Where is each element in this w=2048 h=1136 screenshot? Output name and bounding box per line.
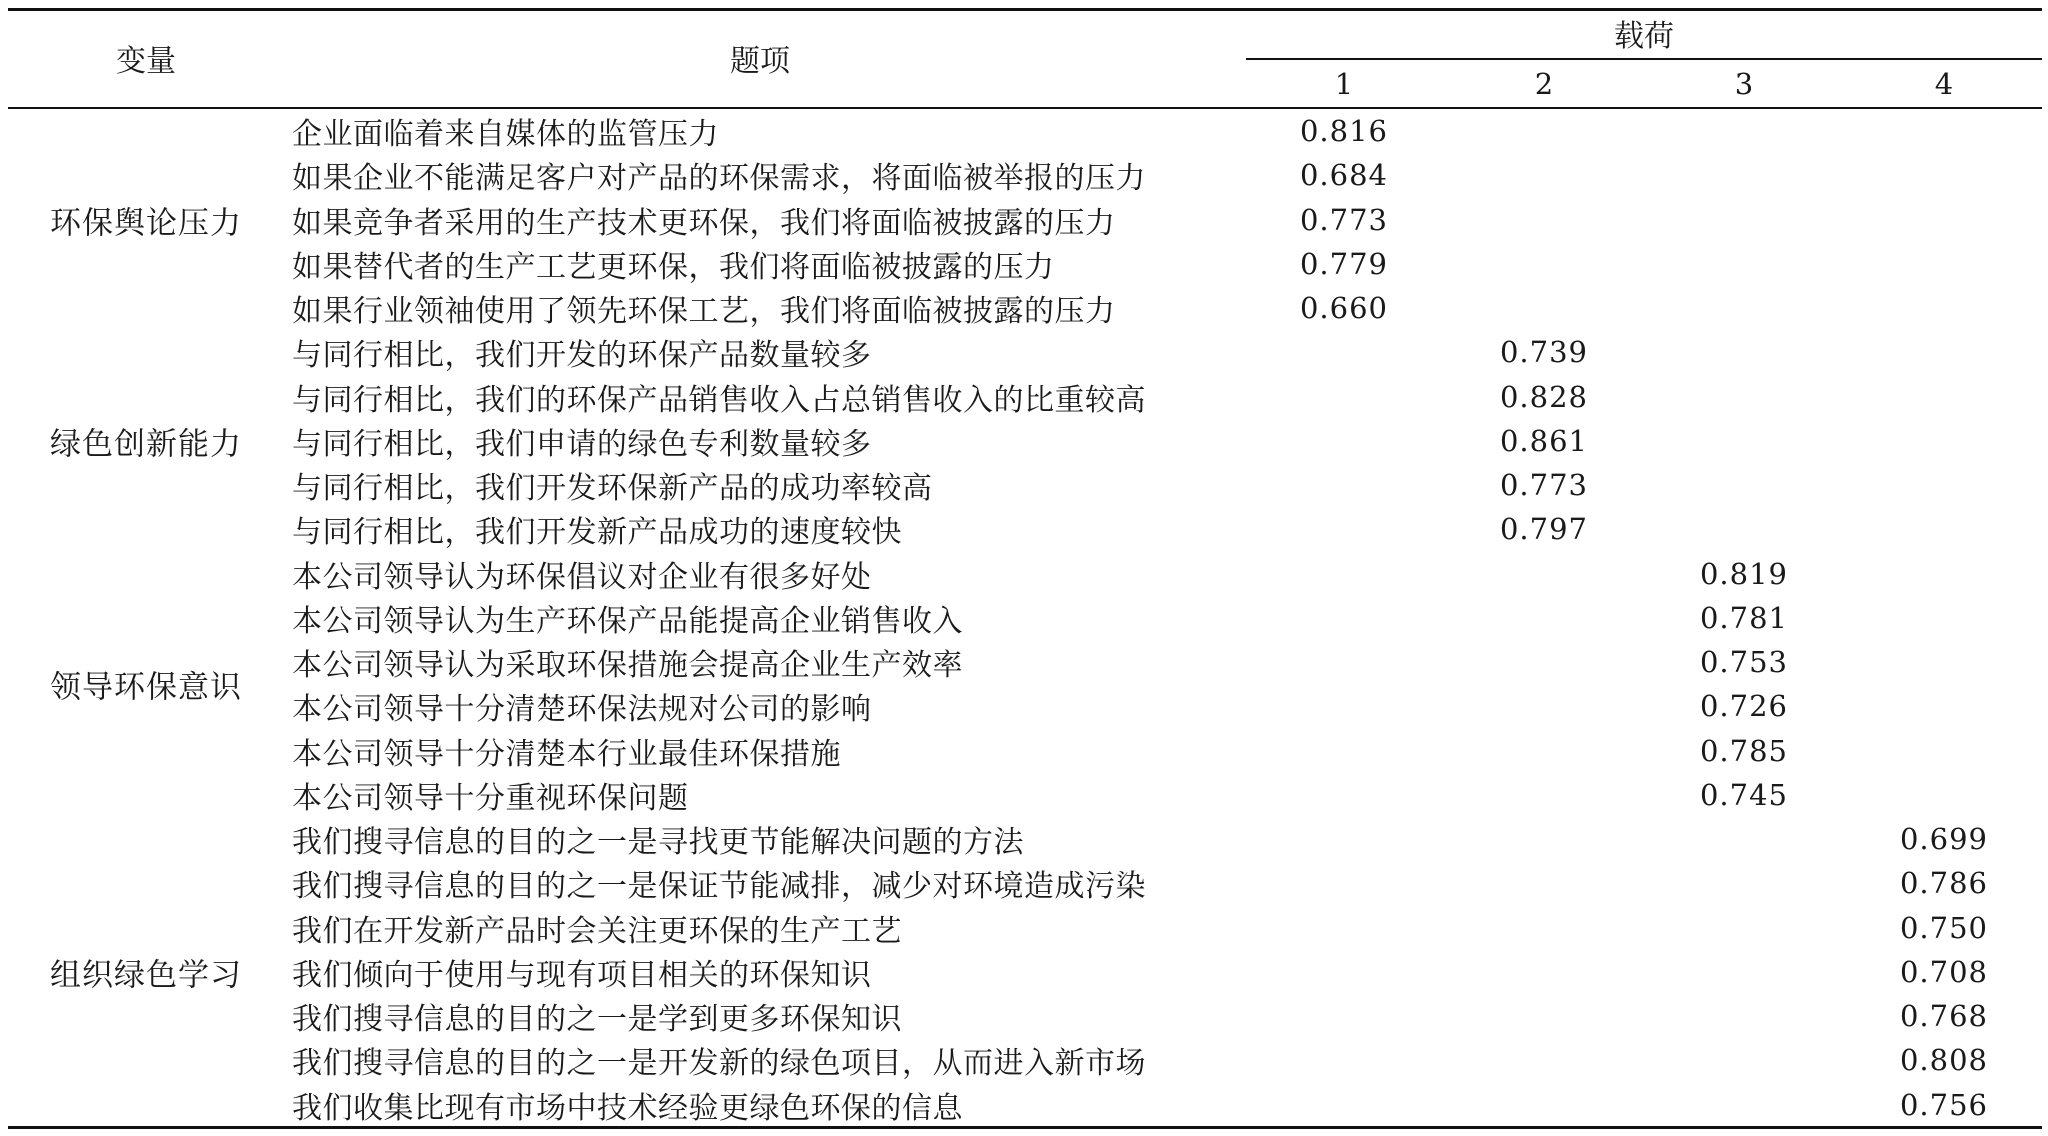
table-row — [0, 950, 2048, 994]
item-text: 我们搜寻信息的目的之一是开发新的绿色项目，从而进入新市场 — [292, 1046, 1146, 1082]
table-row — [0, 153, 2048, 197]
header-factor-2: 2 — [1534, 67, 1554, 101]
loading-value: 0.828 — [1499, 379, 1589, 414]
loading-value: 0.819 — [1699, 556, 1789, 591]
item-text: 我们搜寻信息的目的之一是学到更多环保知识 — [292, 1002, 902, 1038]
table-row — [0, 375, 2048, 419]
item-text: 本公司领导十分清楚本行业最佳环保措施 — [292, 736, 841, 772]
loading-subheader-rule — [1246, 58, 2042, 60]
loading-value: 0.768 — [1899, 999, 1989, 1034]
table-row — [0, 640, 2048, 684]
loading-value: 0.684 — [1299, 158, 1389, 193]
variable-label: 组织绿色学习 — [50, 957, 242, 994]
header-variable: 变量 — [116, 44, 176, 79]
loading-value: 0.726 — [1699, 689, 1789, 724]
table-row — [0, 861, 2048, 905]
loading-value: 0.660 — [1299, 291, 1389, 326]
table-row — [0, 906, 2048, 950]
header-item: 题项 — [730, 44, 790, 79]
item-text: 与同行相比，我们申请的绿色专利数量较多 — [292, 426, 872, 462]
table-row — [0, 330, 2048, 374]
table-row — [0, 773, 2048, 817]
table-row — [0, 286, 2048, 330]
loading-value: 0.753 — [1699, 645, 1789, 680]
item-text: 如果替代者的生产工艺更环保，我们将面临被披露的压力 — [292, 249, 1055, 285]
loading-value: 0.750 — [1899, 910, 1989, 945]
loading-value: 0.708 — [1899, 954, 1989, 989]
item-text: 本公司领导十分清楚环保法规对公司的影响 — [292, 692, 872, 728]
loading-value: 0.861 — [1499, 423, 1589, 458]
table-row — [0, 994, 2048, 1038]
loading-value: 0.781 — [1699, 600, 1789, 635]
item-text: 与同行相比，我们开发新产品成功的速度较快 — [292, 515, 902, 551]
item-text: 如果竞争者采用的生产技术更环保，我们将面临被披露的压力 — [292, 205, 1116, 241]
item-text: 如果企业不能满足客户对产品的环保需求，将面临被举报的压力 — [292, 161, 1146, 197]
header-factor-3: 3 — [1734, 67, 1754, 101]
item-text: 与同行相比，我们开发的环保产品数量较多 — [292, 338, 872, 374]
loading-value: 0.779 — [1299, 246, 1389, 281]
table-row — [0, 1038, 2048, 1082]
item-text: 与同行相比，我们开发环保新产品的成功率较高 — [292, 471, 933, 507]
header-loading: 载荷 — [1614, 19, 1674, 54]
item-text: 本公司领导认为采取环保措施会提高企业生产效率 — [292, 648, 963, 684]
header-factor-1: 1 — [1334, 67, 1354, 101]
loading-value: 0.773 — [1299, 202, 1389, 237]
loading-value: 0.739 — [1499, 335, 1589, 370]
table-row — [0, 817, 2048, 861]
loading-value: 0.756 — [1899, 1087, 1989, 1122]
item-text: 我们搜寻信息的目的之一是寻找更节能解决问题的方法 — [292, 825, 1024, 861]
loading-value: 0.699 — [1899, 822, 1989, 857]
item-text: 我们倾向于使用与现有项目相关的环保知识 — [292, 957, 872, 993]
item-text: 如果行业领袖使用了领先环保工艺，我们将面临被披露的压力 — [292, 294, 1116, 330]
item-text: 与同行相比，我们的环保产品销售收入占总销售收入的比重较高 — [292, 382, 1146, 418]
item-text: 本公司领导认为环保倡议对企业有很多好处 — [292, 559, 872, 595]
loading-value: 0.808 — [1899, 1043, 1989, 1078]
table-row — [0, 729, 2048, 773]
loading-value: 0.797 — [1499, 512, 1589, 547]
item-text: 本公司领导认为生产环保产品能提高企业销售收入 — [292, 603, 963, 639]
table-row — [0, 109, 2048, 153]
loading-value: 0.816 — [1299, 114, 1389, 149]
table-row — [0, 552, 2048, 596]
header-factor-4: 4 — [1934, 67, 1954, 101]
loading-value: 0.785 — [1699, 733, 1789, 768]
table-top-rule — [8, 8, 2042, 11]
variable-label: 领导环保意识 — [50, 669, 242, 706]
table-row — [0, 507, 2048, 551]
item-text: 我们在开发新产品时会关注更环保的生产工艺 — [292, 913, 902, 949]
variable-label: 环保舆论压力 — [50, 205, 242, 242]
table-row — [0, 419, 2048, 463]
table-row — [0, 198, 2048, 242]
item-text: 本公司领导十分重视环保问题 — [292, 780, 689, 816]
table-row — [0, 1083, 2048, 1127]
table-row — [0, 242, 2048, 286]
item-text: 我们收集比现有市场中技术经验更绿色环保的信息 — [292, 1090, 963, 1126]
table-row — [0, 463, 2048, 507]
loading-value: 0.745 — [1699, 777, 1789, 812]
item-text: 我们搜寻信息的目的之一是保证节能减排，减少对环境造成污染 — [292, 869, 1146, 905]
loading-value: 0.773 — [1499, 468, 1589, 503]
loading-value: 0.786 — [1899, 866, 1989, 901]
table-row — [0, 596, 2048, 640]
table-row — [0, 684, 2048, 728]
item-text: 企业面临着来自媒体的监管压力 — [292, 117, 719, 153]
variable-label: 绿色创新能力 — [50, 426, 242, 463]
